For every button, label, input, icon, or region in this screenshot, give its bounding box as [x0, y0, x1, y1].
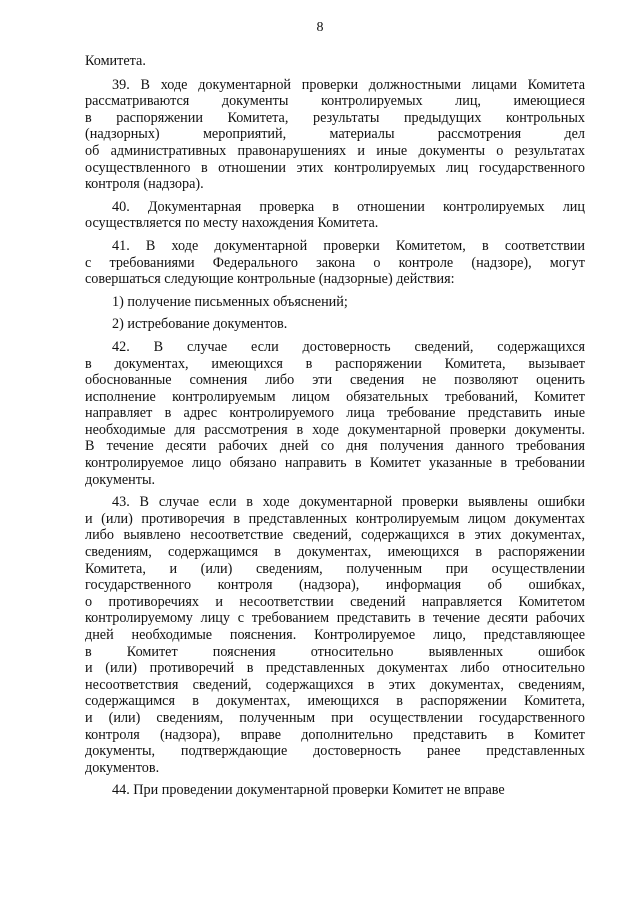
text-line: 41. В ходе документарной проверки Комитетом, в соответствии	[112, 237, 585, 254]
text-line: исполнение контролируемым лицом обязательных требований, Комитет	[85, 388, 585, 405]
text-line: в документах, имеющихся в распоряжении Комитета, вызывает	[85, 355, 585, 372]
paragraph-p43	[85, 494, 585, 776]
text-line: государственного контроля (надзора), информация об ошибках,	[85, 577, 585, 594]
text-line: 43. В случае если в ходе документарной проверки выявлены ошибки	[112, 494, 585, 511]
text-line: несоответствия сведений, содержащихся в этих документах, сведениям,	[85, 676, 585, 693]
text-line: обоснованные сомнения либо эти сведения не позволяют оценить	[85, 372, 585, 389]
paragraph-p42	[85, 339, 585, 488]
text-line: и (или) противоречий в представленных документах либо относительно	[85, 660, 585, 677]
text-line: необходимые для рассмотрения в ходе документарной проверки документы.	[85, 421, 585, 438]
text-line: либо выявлено несоответствие сведений, содержащихся в этих документах,	[85, 527, 585, 544]
text-line: Комитета.	[85, 53, 146, 69]
text-line: и (или) сведениям, полученным при осуществлении государственного	[85, 709, 585, 726]
paragraph-p41	[85, 238, 585, 288]
page-number: 8	[316, 20, 324, 35]
text-line: 2) истребование документов.	[112, 316, 288, 333]
text-line: 1) получение письменных объяснений;	[112, 293, 348, 310]
text-line: в распоряжении Комитета, результаты предыдущих контрольных	[85, 109, 585, 126]
text-line: осуществляется по месту нахождения Комитета.	[85, 215, 379, 232]
text-line: совершаться следующие контрольные (надзорные) действия:	[85, 271, 455, 288]
text-line: о противоречиях и несоответствии сведений направляется Комитетом	[85, 593, 585, 610]
text-line: документы, подтверждающие достоверность ранее представленных	[85, 743, 585, 760]
text-line: контроля (надзора).	[85, 176, 204, 193]
text-line: документы.	[85, 471, 156, 488]
text-line: и (или) противоречия в представленных контролируемым лицом документах	[85, 510, 585, 527]
text-line: осуществленного в отношении этих контролируемых лиц государственного	[85, 159, 585, 176]
text-line: 40. Документарная проверка в отношении контролируемых лиц	[112, 198, 585, 215]
text-line: рассматриваются документы контролируемых лиц, имеющиеся	[85, 93, 585, 110]
text-line: 42. В случае если достоверность сведений, содержащихся	[112, 338, 585, 355]
text-line: контролируемое лицо обязано направить в Комитет указанные в требовании	[85, 455, 585, 472]
text-line: В течение десяти рабочих дней со дня получения данного требования	[85, 438, 585, 455]
text-line: сведениям, содержащимся в документах, имеющихся в распоряжении	[85, 544, 585, 561]
text-line: Комитета, и (или) сведениям, полученным при осуществлении	[85, 560, 585, 577]
text-line: документов.	[85, 759, 160, 776]
text-line: об административных правонарушениях и иные документы о результатах	[85, 142, 585, 159]
paragraph-p40	[85, 199, 585, 232]
text-line: направляет в адрес контролируемого лица требование представить иные	[85, 405, 585, 422]
text-line: контролируемому лицу с требованием представить в течение десяти рабочих	[85, 610, 585, 627]
text-line: 44. При проведении документарной проверки Комитет не вправе	[112, 782, 505, 799]
text-line: 39. В ходе документарной проверки должностными лицами Комитета	[112, 76, 585, 93]
paragraph-p44	[85, 782, 585, 799]
text-line: контроля (надзора), вправе дополнительно представить в Комитет	[85, 726, 585, 743]
text-line: содержащимся в документах, имеющихся в распоряжении Комитета,	[85, 693, 585, 710]
paragraph-p41_2	[85, 316, 585, 333]
text-line: дней необходимые пояснения. Контролируемое лицо, представляющее	[85, 627, 585, 643]
text-line: в Комитет пояснения относительно выявленных ошибок	[85, 643, 585, 660]
text-line: (надзорных) мероприятий, материалы рассмотрения дел	[85, 126, 585, 143]
document-body	[85, 53, 585, 805]
paragraph-p0	[85, 53, 585, 70]
text-line: с требованиями Федерального закона о контроле (надзоре), могут	[85, 254, 585, 271]
paragraph-p41_1	[85, 294, 585, 311]
paragraph-p39	[85, 77, 585, 193]
